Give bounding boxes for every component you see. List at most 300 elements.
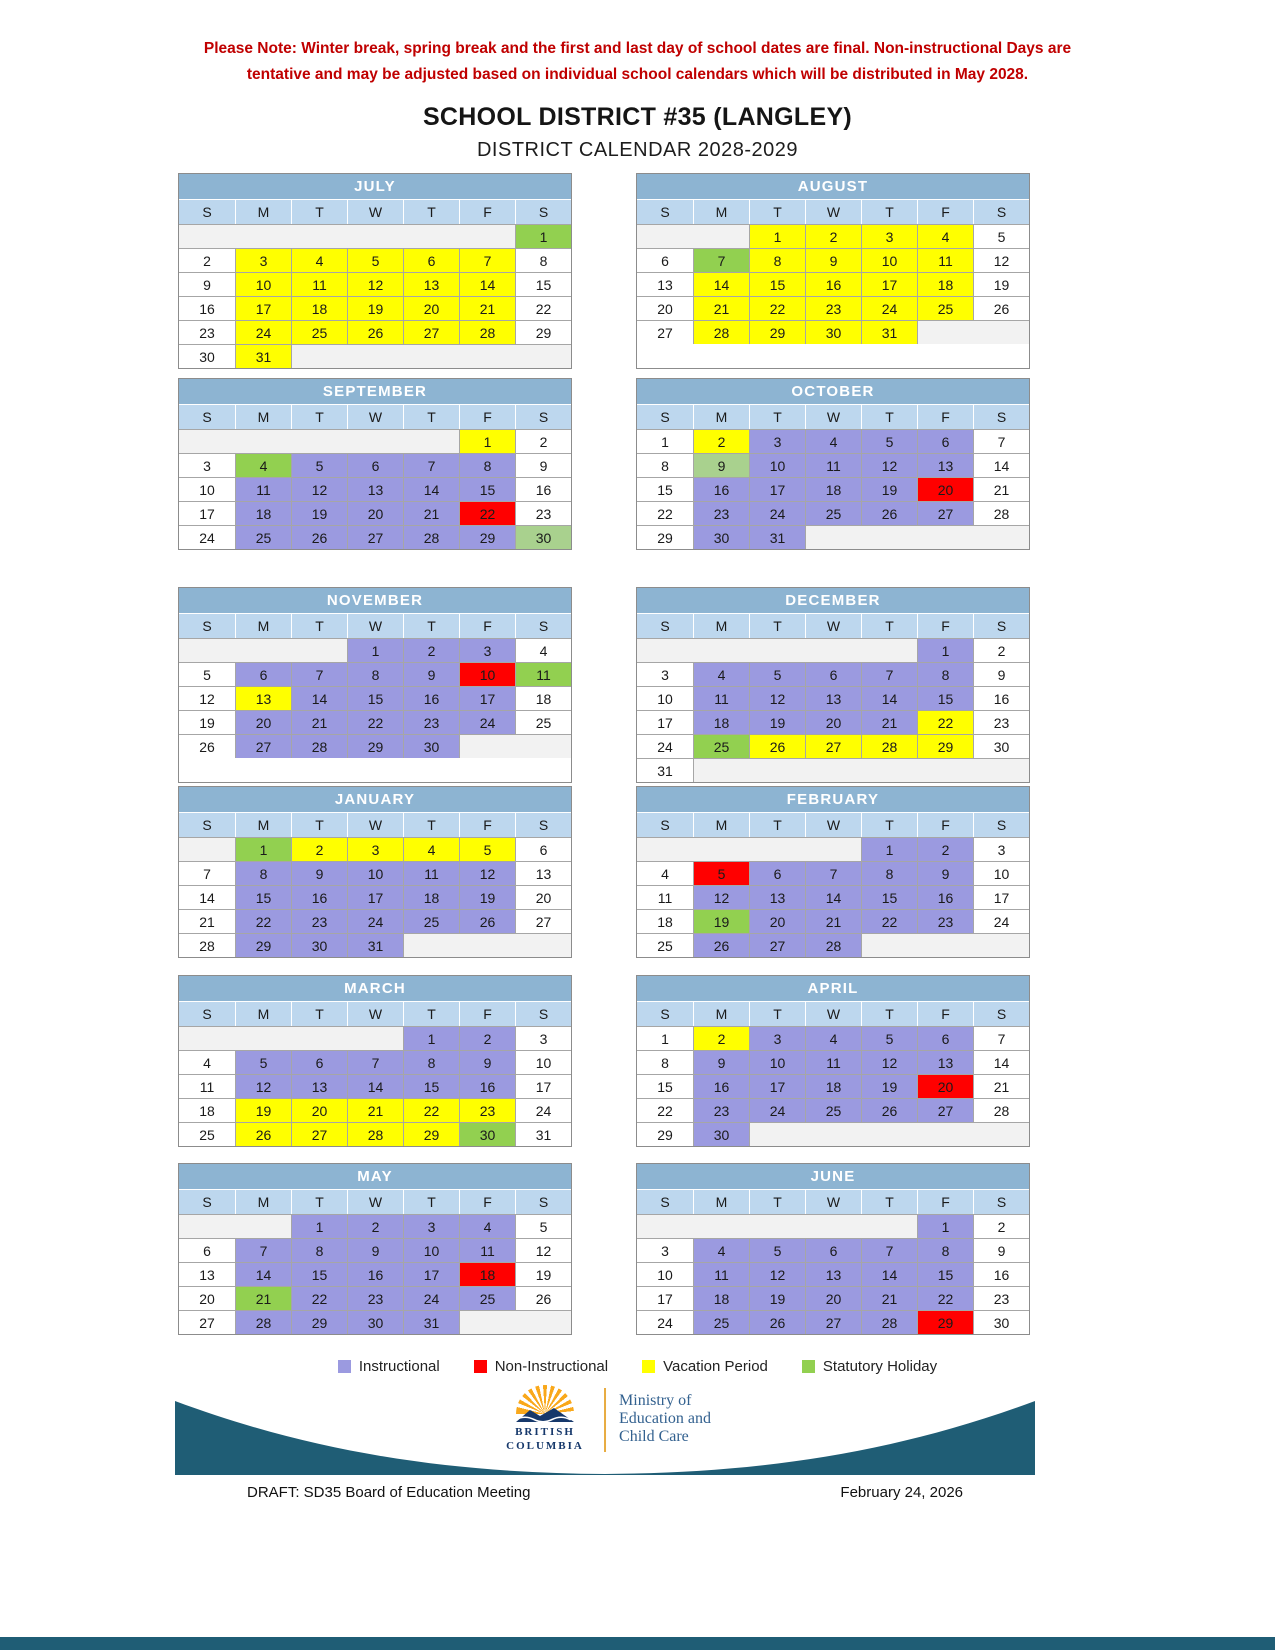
day-cell: 19 [749,1286,805,1310]
week-row [179,909,571,933]
weekday-label: W [347,200,403,224]
day-cell: 3 [861,224,917,248]
day-cell: 2 [693,1026,749,1050]
weekday-label: T [291,1002,347,1026]
legend-label: Non-Instructional [494,1357,609,1375]
week-row [179,662,571,686]
day-cell: 25 [291,320,347,344]
day-cell: 29 [235,933,291,957]
weekday-label: W [805,200,861,224]
weekday-label: F [459,200,515,224]
legend-item [338,1358,440,1375]
day-cell: 22 [235,909,291,933]
day-cell: 18 [805,477,861,501]
day-cell: 1 [459,429,515,453]
day-cell: 11 [291,272,347,296]
day-cell: 24 [515,1098,571,1122]
day-cell: 26 [973,296,1029,320]
day-cell: 24 [459,710,515,734]
day-cell: 30 [515,525,571,549]
weekday-label: T [861,200,917,224]
week-row [637,453,1029,477]
legend-swatch-vacation-period [642,1360,655,1373]
day-cell: 16 [459,1074,515,1098]
bc-wordmark-line2: COLUMBIA [506,1440,584,1452]
day-cell: 2 [693,429,749,453]
empty-cell [749,1122,1029,1146]
footer-banner [175,1385,1035,1475]
weekday-label: T [403,813,459,837]
day-cell: 5 [459,837,515,861]
day-cell: 29 [515,320,571,344]
day-cell: 5 [179,662,235,686]
day-cell: 17 [179,501,235,525]
day-cell: 25 [403,909,459,933]
day-cell: 8 [861,861,917,885]
month-title: MARCH [179,976,571,1001]
day-cell: 8 [749,248,805,272]
day-cell: 12 [861,1050,917,1074]
day-cell: 27 [235,734,291,758]
day-cell: 27 [347,525,403,549]
calendar-row [178,786,1030,958]
day-cell: 17 [749,477,805,501]
weekday-label: W [805,1190,861,1214]
weekday-label: M [693,200,749,224]
day-cell: 22 [861,909,917,933]
weekday-label: S [202,409,212,425]
day-cell: 14 [235,1262,291,1286]
week-row [179,861,571,885]
day-cell: 25 [235,525,291,549]
day-cell: 18 [693,1286,749,1310]
empty-cell [179,224,515,248]
day-cell: 11 [693,1262,749,1286]
weekday-label: T [403,1190,459,1214]
week-row [179,686,571,710]
day-cell: 9 [179,272,235,296]
day-cell: 5 [861,429,917,453]
day-cell: 27 [403,320,459,344]
day-cell: 21 [973,1074,1029,1098]
weekday-label: W [805,813,861,837]
weekday-label: M [235,200,291,224]
day-cell: 29 [291,1310,347,1334]
day-cell: 5 [861,1026,917,1050]
ministry-line: Ministry of [619,1392,692,1409]
weekday-label: F [917,614,973,638]
day-cell: 24 [347,909,403,933]
day-cell: 30 [291,933,347,957]
day-cell: 24 [749,1098,805,1122]
weekday-label: M [693,614,749,638]
week-row [179,1074,571,1098]
empty-cell [179,429,459,453]
weekday-label: T [861,614,917,638]
week-row [637,1122,1029,1146]
day-cell: 27 [749,933,805,957]
day-cell: 23 [917,909,973,933]
weekday-label: F [459,813,515,837]
day-cell: 12 [515,1238,571,1262]
weekday-label: F [459,405,515,429]
day-cell: 9 [459,1050,515,1074]
weekday-label: W [347,405,403,429]
day-cell: 3 [179,453,235,477]
month-title: AUGUST [637,174,1029,199]
day-cell: 1 [917,1214,973,1238]
day-cell: 5 [515,1214,571,1238]
day-cell: 23 [179,320,235,344]
day-cell: 28 [291,734,347,758]
day-cell: 11 [459,1238,515,1262]
day-cell: 7 [861,662,917,686]
week-row [637,248,1029,272]
footer-row [175,1484,1035,1501]
month-title: OCTOBER [637,379,1029,404]
week-row [179,320,571,344]
day-cell: 9 [973,662,1029,686]
day-cell: 11 [515,662,571,686]
day-cell: 4 [291,248,347,272]
day-cell: 24 [861,296,917,320]
day-cell: 19 [861,477,917,501]
day-cell: 14 [347,1074,403,1098]
day-cell: 15 [459,477,515,501]
weekday-label: T [291,405,347,429]
weekday-row [179,1189,571,1214]
day-cell: 17 [637,710,693,734]
day-cell: 26 [861,501,917,525]
day-cell: 16 [179,296,235,320]
day-cell: 15 [637,477,693,501]
day-cell: 9 [515,453,571,477]
day-cell: 13 [805,686,861,710]
weekday-label: S [202,1194,212,1210]
day-cell: 13 [179,1262,235,1286]
day-cell: 23 [347,1286,403,1310]
day-cell: 23 [805,296,861,320]
day-cell: 22 [917,1286,973,1310]
day-cell: 30 [459,1122,515,1146]
day-cell: 10 [973,861,1029,885]
day-cell: 15 [861,885,917,909]
day-cell: 25 [693,734,749,758]
day-cell: 14 [973,1050,1029,1074]
day-cell: 24 [637,1310,693,1334]
day-cell: 16 [693,1074,749,1098]
day-cell: 22 [749,296,805,320]
day-cell: 20 [515,885,571,909]
day-cell: 15 [347,686,403,710]
page-subtitle: DISTRICT CALENDAR 2028-2029 [476,139,799,161]
day-cell: 24 [973,909,1029,933]
day-cell: 24 [235,320,291,344]
weekday-label: S [973,200,1029,224]
day-cell: 10 [347,861,403,885]
day-cell: 9 [403,662,459,686]
day-cell: 28 [973,1098,1029,1122]
ministry-line: Education and [619,1410,711,1427]
week-row [637,662,1029,686]
day-cell: 26 [179,734,235,758]
weekday-label: T [403,200,459,224]
day-cell: 25 [805,501,861,525]
week-row [637,758,1029,782]
day-cell: 18 [291,296,347,320]
day-cell: 3 [515,1026,571,1050]
day-cell: 2 [805,224,861,248]
day-cell: 2 [347,1214,403,1238]
weekday-label: T [291,614,347,638]
week-row [637,885,1029,909]
week-row [179,453,571,477]
day-cell: 17 [235,296,291,320]
day-cell: 25 [637,933,693,957]
weekday-label: M [235,1002,291,1026]
day-cell: 27 [637,320,693,344]
day-cell: 20 [805,710,861,734]
weekday-label: S [202,204,212,220]
week-row [179,429,571,453]
weekday-label: T [861,813,917,837]
week-row [637,861,1029,885]
month-title: MAY [179,1164,571,1189]
day-cell: 1 [861,837,917,861]
day-cell: 3 [749,1026,805,1050]
day-cell: 1 [347,638,403,662]
day-cell: 4 [235,453,291,477]
week-row [637,501,1029,525]
weekday-label: M [235,1190,291,1214]
day-cell: 28 [179,933,235,957]
day-cell: 30 [805,320,861,344]
day-cell: 27 [515,909,571,933]
day-cell: 15 [291,1262,347,1286]
day-cell: 20 [637,296,693,320]
weekday-label: F [917,813,973,837]
day-cell: 20 [291,1098,347,1122]
week-row [179,1050,571,1074]
day-cell: 8 [347,662,403,686]
bc-wordmark-line1: BRITISH [515,1426,575,1438]
day-cell: 28 [861,734,917,758]
day-cell: 9 [805,248,861,272]
day-cell: 1 [749,224,805,248]
day-cell: 13 [805,1262,861,1286]
day-cell: 8 [515,248,571,272]
ministry-line: Child Care [619,1428,689,1445]
day-cell: 13 [235,686,291,710]
day-cell: 22 [917,710,973,734]
empty-cell [179,1214,291,1238]
day-cell: 3 [749,429,805,453]
weekday-label: S [202,1006,212,1022]
day-cell: 29 [749,320,805,344]
week-row [179,501,571,525]
weekday-label: T [861,1190,917,1214]
week-row [179,1238,571,1262]
calendar-row [178,1163,1030,1335]
day-cell: 15 [403,1074,459,1098]
weekday-label: M [693,1002,749,1026]
day-cell: 16 [917,885,973,909]
note-line-1 [0,36,1275,62]
weekday-label: T [749,405,805,429]
day-cell: 23 [693,1098,749,1122]
day-cell: 29 [917,1310,973,1334]
legend [0,1357,1275,1375]
day-cell: 3 [973,837,1029,861]
day-cell: 25 [693,1310,749,1334]
day-cell: 2 [179,248,235,272]
day-cell: 28 [693,320,749,344]
date-text: February 24, 2026 [840,1484,963,1501]
bc-logo-stack [499,1385,591,1453]
weekday-row [179,812,571,837]
day-cell: 25 [917,296,973,320]
day-cell: 30 [403,734,459,758]
weekday-label: T [749,1002,805,1026]
day-cell: 8 [917,1238,973,1262]
day-cell: 27 [805,1310,861,1334]
day-cell: 30 [179,344,235,368]
day-cell: 26 [291,525,347,549]
day-cell: 23 [973,710,1029,734]
day-cell: 15 [917,1262,973,1286]
week-row [179,638,571,662]
day-cell: 23 [291,909,347,933]
ministry-name [619,1385,711,1446]
week-row [179,1310,571,1334]
day-cell: 31 [347,933,403,957]
weekday-label: S [660,618,670,634]
day-cell: 29 [917,734,973,758]
day-cell: 3 [637,662,693,686]
day-cell: 11 [693,686,749,710]
weekday-label: S [660,204,670,220]
day-cell: 16 [347,1262,403,1286]
bottom-bar [0,1637,1275,1650]
day-cell: 1 [515,224,571,248]
weekday-row [179,1001,571,1026]
day-cell: 11 [403,861,459,885]
day-cell: 13 [749,885,805,909]
week-row [179,224,571,248]
week-row [637,224,1029,248]
day-cell: 21 [973,477,1029,501]
day-cell: 21 [861,1286,917,1310]
day-cell: 27 [917,501,973,525]
week-row [637,1238,1029,1262]
day-cell: 14 [179,885,235,909]
week-row [637,320,1029,344]
day-cell: 10 [403,1238,459,1262]
day-cell: 13 [291,1074,347,1098]
day-cell: 7 [973,1026,1029,1050]
month-september [178,378,572,550]
day-cell: 4 [917,224,973,248]
day-cell: 8 [291,1238,347,1262]
day-cell: 22 [403,1098,459,1122]
week-row [179,344,571,368]
day-cell: 26 [693,933,749,957]
day-cell: 25 [459,1286,515,1310]
week-row [637,525,1029,549]
week-row [179,1098,571,1122]
day-cell: 20 [179,1286,235,1310]
empty-cell [637,224,749,248]
weekday-label: T [291,813,347,837]
empty-cell [179,1026,403,1050]
day-cell: 18 [459,1262,515,1286]
day-cell: 1 [291,1214,347,1238]
day-cell: 31 [861,320,917,344]
week-row [179,272,571,296]
day-cell: 8 [235,861,291,885]
day-cell: 17 [973,885,1029,909]
day-cell: 5 [347,248,403,272]
day-cell: 29 [459,525,515,549]
day-cell: 20 [805,1286,861,1310]
week-row [179,710,571,734]
weekday-label: S [973,614,1029,638]
day-cell: 23 [973,1286,1029,1310]
day-cell: 1 [637,429,693,453]
day-cell: 11 [805,1050,861,1074]
day-cell: 19 [973,272,1029,296]
weekday-label: M [235,813,291,837]
day-cell: 18 [693,710,749,734]
day-cell: 5 [291,453,347,477]
day-cell: 13 [403,272,459,296]
day-cell: 27 [291,1122,347,1146]
day-cell: 5 [235,1050,291,1074]
day-cell: 21 [179,909,235,933]
weekday-label: S [660,817,670,833]
day-cell: 9 [973,1238,1029,1262]
weekday-label: W [347,1190,403,1214]
legend-label: Instructional [358,1357,440,1375]
weekday-label: W [805,1002,861,1026]
month-october [636,378,1030,550]
day-cell: 27 [917,1098,973,1122]
day-cell: 16 [973,686,1029,710]
day-cell: 4 [179,1050,235,1074]
bc-sunburst-icon [516,1385,574,1422]
weekday-label: S [660,409,670,425]
day-cell: 15 [235,885,291,909]
day-cell: 31 [403,1310,459,1334]
month-title: APRIL [637,976,1029,1001]
day-cell: 4 [693,662,749,686]
weekday-label: S [202,618,212,634]
day-cell: 18 [235,501,291,525]
week-row [637,710,1029,734]
weekday-label: T [403,1002,459,1026]
legend-item [642,1358,768,1375]
week-row [637,1262,1029,1286]
day-cell: 16 [403,686,459,710]
calendar-row [178,587,1030,783]
weekday-label: W [347,1002,403,1026]
week-row [637,1050,1029,1074]
day-cell: 1 [917,638,973,662]
day-cell: 29 [403,1122,459,1146]
day-cell: 2 [973,1214,1029,1238]
weekday-label: F [917,1190,973,1214]
day-cell: 31 [637,758,693,782]
